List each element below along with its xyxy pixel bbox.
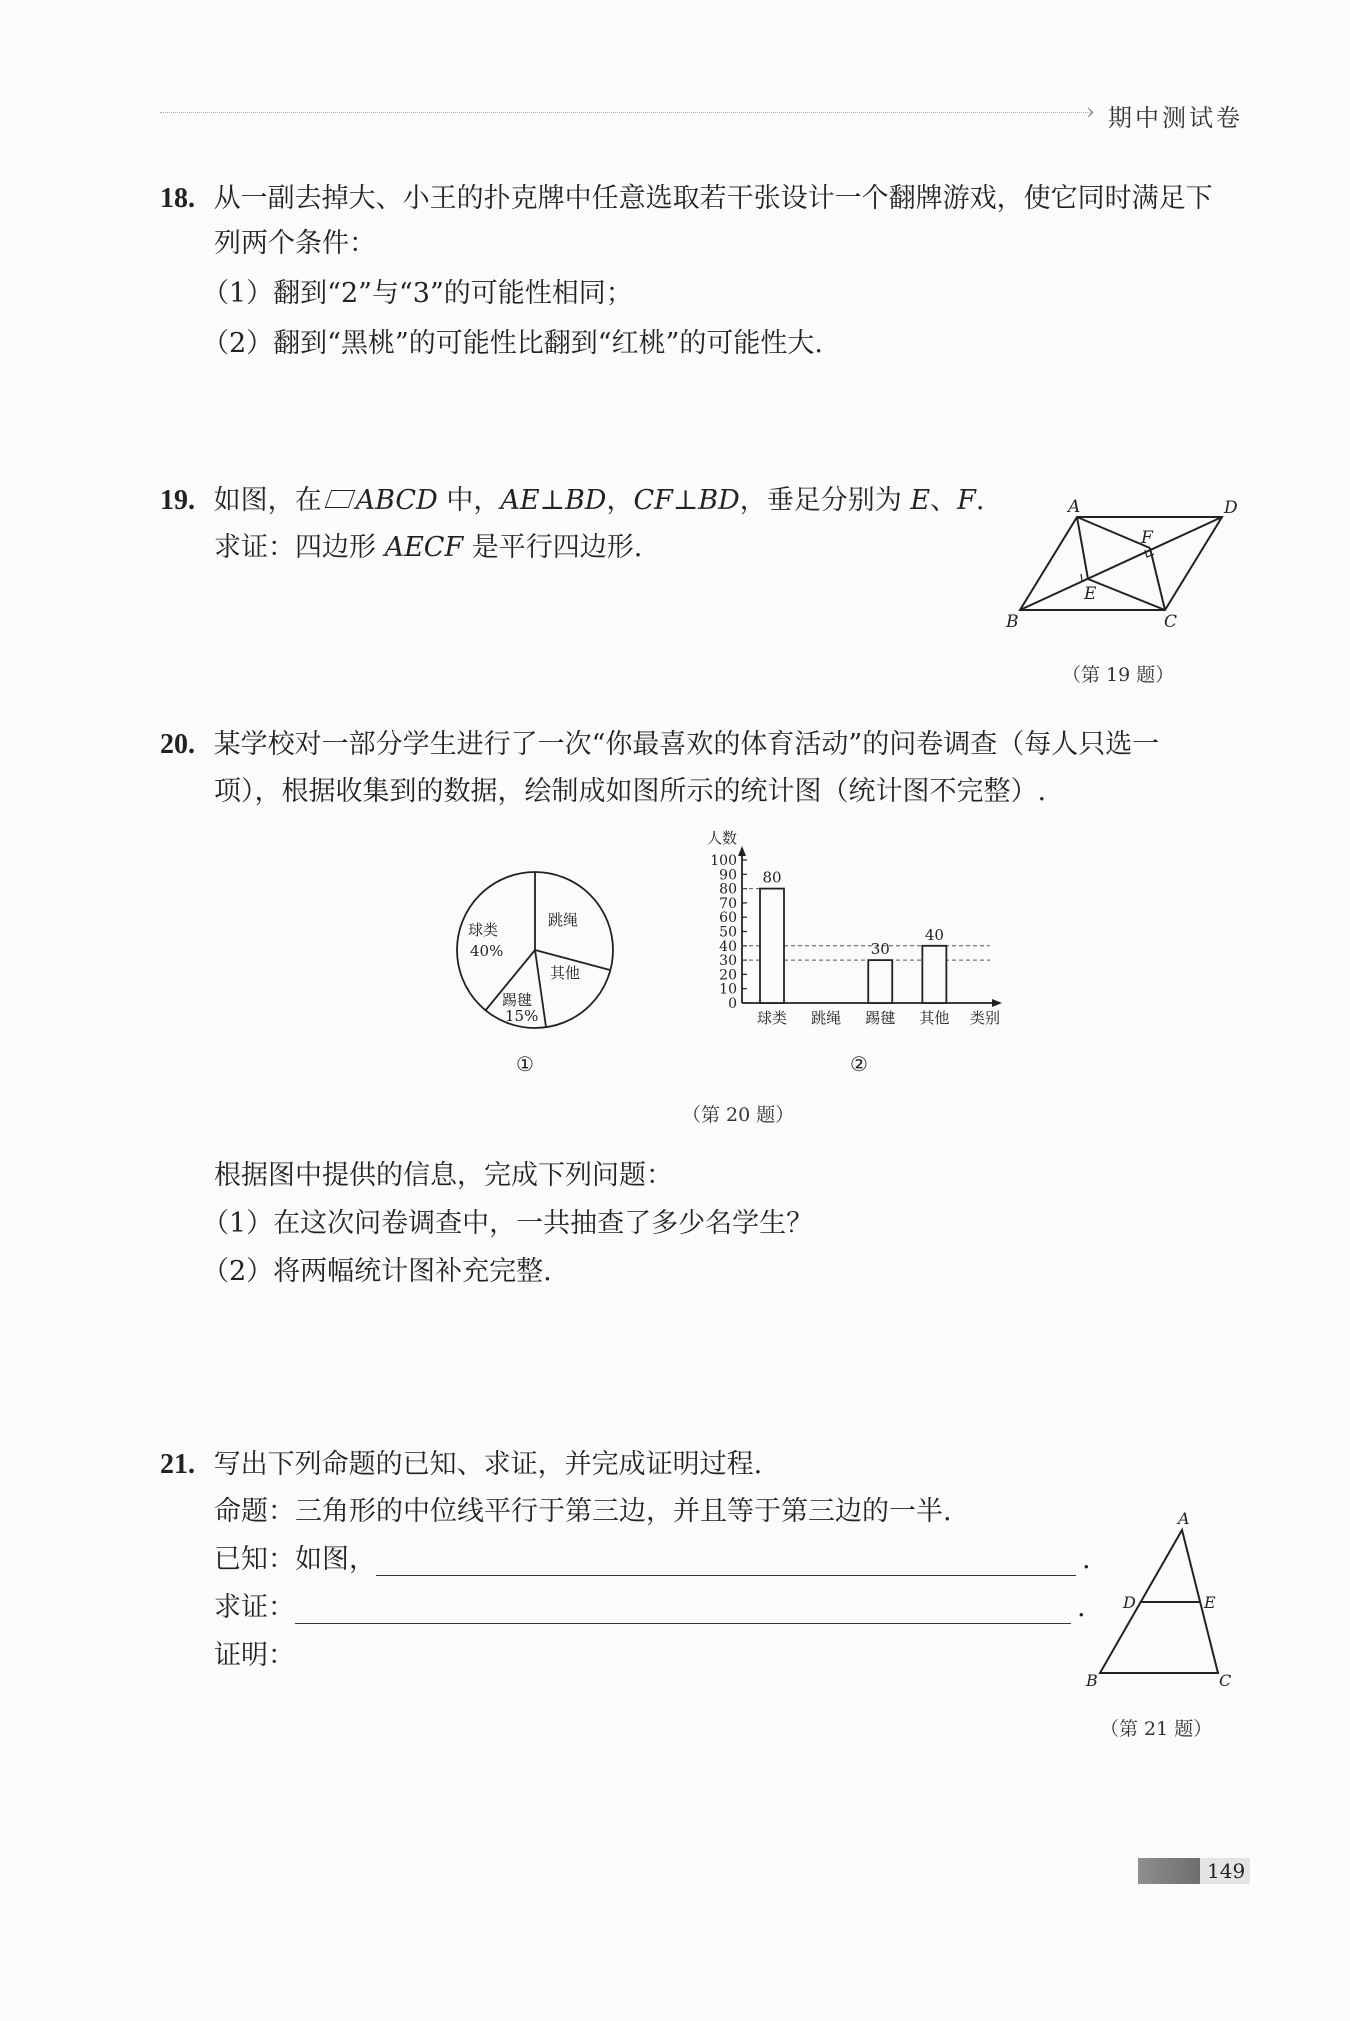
q20-caption: （第 20 题） <box>682 1104 795 1126</box>
pie-chart <box>450 865 620 1035</box>
segment-af <box>1077 517 1150 548</box>
header-title: 期中测试卷 <box>1108 104 1243 132</box>
q19-text: 求证：四边形 <box>214 532 385 563</box>
x-tick-label: 其他 <box>919 1009 950 1027</box>
q21-prove-blank[interactable] <box>295 1597 1071 1624</box>
y-tick-label: 80 <box>719 881 737 898</box>
y-axis-label: 人数 <box>706 829 738 847</box>
q21-block <box>160 1448 762 1482</box>
y-tick-label: 10 <box>719 981 737 998</box>
y-tick-label: 90 <box>719 867 737 884</box>
bar-value-label: 80 <box>762 868 782 887</box>
q21-known-blank[interactable] <box>376 1549 1076 1576</box>
q21-prove-row <box>214 1592 1086 1624</box>
x-tick-label: 球类 <box>756 1009 788 1027</box>
y-tick-label: 20 <box>719 967 737 984</box>
bar-value-label: 40 <box>924 925 944 944</box>
label-a: A <box>1178 1509 1190 1528</box>
bar <box>760 889 784 1003</box>
segment-ec <box>1088 579 1165 610</box>
q21-number: 21. <box>160 1449 195 1480</box>
q21-figure <box>1080 1508 1240 1693</box>
label-b: B <box>1006 612 1019 630</box>
q18-number: 18. <box>160 183 195 214</box>
label-b: B <box>1086 1671 1098 1690</box>
q21-period: . <box>1082 1544 1091 1575</box>
header-arrow: › <box>1086 100 1095 125</box>
q21-prove-label: 求证： <box>214 1592 295 1623</box>
y-tick-label: 30 <box>719 953 737 970</box>
q21-known-label: 已知：如图， <box>214 1544 376 1575</box>
label-e: E <box>1204 1593 1216 1612</box>
pie-label-rope: 跳绳 <box>548 911 579 929</box>
q19-bd: BD <box>564 485 607 516</box>
q19-text: ， <box>606 485 634 516</box>
q18-block <box>160 182 1213 216</box>
q21-known-row <box>214 1544 1091 1576</box>
page-number-tab <box>1138 1858 1202 1884</box>
figure-2-label: ② <box>850 1052 868 1076</box>
label-d: D <box>1224 498 1238 518</box>
bar-chart <box>700 818 1040 1033</box>
q18-condition-1: （1）翻到“2”与“3”的可能性相同； <box>202 278 633 309</box>
x-tick-label: 跳绳 <box>811 1009 842 1027</box>
figure-1-label: ① <box>516 1052 534 1076</box>
q20-line2: 项），根据收集到的数据，绘制成如图所示的统计图（统计图不完整）. <box>214 776 1047 807</box>
bar <box>868 960 892 1003</box>
q21-line2: 命题：三角形的中位线平行于第三边，并且等于第三边的一半. <box>214 1496 952 1527</box>
parallelogram-symbol-icon <box>324 490 355 508</box>
q19-caption: （第 19 题） <box>1062 664 1175 686</box>
bar-value-label: 30 <box>870 940 890 959</box>
q18-line2: 列两个条件： <box>214 228 376 259</box>
q19-aecf: AECF <box>384 532 464 563</box>
y-axis-arrow-icon <box>738 846 746 856</box>
q20-line1: 某学校对一部分学生进行了一次“你最喜欢的体育活动”的问卷调查（每人只选一 <box>213 729 1160 760</box>
label-e: E <box>1084 584 1097 604</box>
q19-text: ，垂足分别为 <box>739 485 911 516</box>
x-tick-label: 踢毽 <box>865 1009 896 1027</box>
q19-text: 中， <box>437 485 501 516</box>
diagonal-bd <box>1020 517 1222 610</box>
x-axis-label: 类别 <box>970 1009 1001 1027</box>
header-rule <box>160 112 1090 113</box>
pie-label-other: 其他 <box>550 964 581 982</box>
q19-line2 <box>214 532 642 564</box>
segment-ae <box>1077 517 1088 579</box>
q21-proof-label: 证明： <box>214 1640 295 1671</box>
q18-condition-2: （2）翻到“黑桃”的可能性比翻到“红桃”的可能性大. <box>202 328 823 359</box>
q21-line1: 写出下列命题的已知、求证，并完成证明过程. <box>213 1449 763 1480</box>
y-tick-label: 40 <box>719 938 737 955</box>
pie-label-ball-pct: 40% <box>470 942 504 960</box>
q19-cf: CF <box>633 485 673 516</box>
segment-cf <box>1150 548 1165 610</box>
perpendicular-symbol: ⊥ <box>539 485 565 516</box>
y-tick-label: 50 <box>719 924 737 941</box>
q19-bd: BD <box>698 485 740 516</box>
q20-after-1: 根据图中提供的信息，完成下列问题： <box>214 1160 673 1191</box>
q19-abcd: ABCD <box>355 485 438 516</box>
label-d: D <box>1123 1593 1136 1612</box>
q19-text: 如图，在 <box>213 485 322 516</box>
y-tick-label: 60 <box>719 910 737 927</box>
q19-text: . <box>975 485 985 516</box>
label-c: C <box>1164 612 1178 630</box>
q19-text: 、 <box>930 485 958 516</box>
q20-after-3: （2）将两幅统计图补充完整. <box>202 1256 552 1287</box>
q19-e: E <box>910 485 931 516</box>
bar <box>922 946 946 1003</box>
q20-number: 20. <box>160 729 195 760</box>
q19-number: 19. <box>160 485 195 516</box>
q18-line1: 从一副去掉大、小王的扑克牌中任意选取若干张设计一个翻牌游戏，使它同时满足下 <box>213 183 1213 214</box>
q21-caption: （第 21 题） <box>1100 1718 1213 1740</box>
label-f: F <box>1141 528 1153 548</box>
q19-text: 是平行四边形. <box>463 532 643 563</box>
y-tick-label: 0 <box>728 996 737 1012</box>
page-number: 149 <box>1207 1859 1246 1883</box>
pie-label-shuttle: 踢毽 <box>502 991 533 1009</box>
q19-figure <box>1000 495 1240 630</box>
label-a: A <box>1068 497 1081 517</box>
q19-f: F <box>957 485 976 516</box>
pie-label-ball: 球类 <box>468 921 499 939</box>
y-tick-label: 100 <box>710 853 737 869</box>
q20-block <box>160 728 1159 762</box>
y-tick-label: 70 <box>719 895 737 912</box>
q21-period: . <box>1077 1592 1086 1623</box>
q19-line1 <box>160 484 984 518</box>
perpendicular-symbol: ⊥ <box>672 485 699 516</box>
q20-after-2: （1）在这次问卷调查中，一共抽查了多少名学生？ <box>202 1208 814 1239</box>
label-c: C <box>1219 1671 1232 1690</box>
x-axis-arrow-icon <box>992 999 1002 1007</box>
pie-label-shuttle-pct: 15% <box>505 1007 539 1025</box>
q19-ae: AE <box>500 485 540 516</box>
